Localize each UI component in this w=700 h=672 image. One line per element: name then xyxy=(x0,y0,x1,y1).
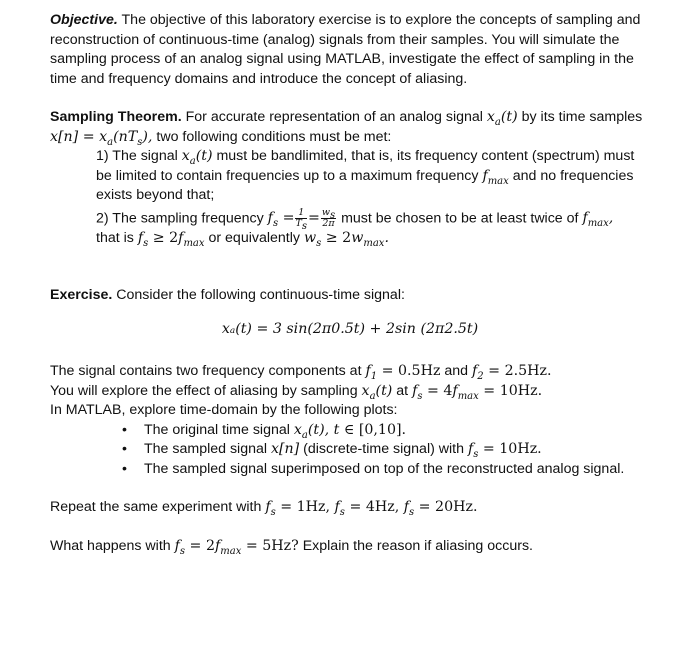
repeat-text: Repeat the same experiment with xyxy=(50,499,262,515)
list-item: • The sampled signal superimposed on top of the reconstructed analog signal. xyxy=(122,460,625,477)
exercise-p2 xyxy=(50,382,650,402)
cond2-text-c: that is xyxy=(96,229,134,246)
exercise-heading: Exercise. xyxy=(50,287,113,303)
cond2-text-b: must be chosen to be at least twice of xyxy=(341,210,579,226)
sampling-theorem-section xyxy=(50,108,650,248)
formula-fmax-2: $f_{max}$, xyxy=(582,210,614,229)
formula-ws-ineq: $w_s \ge 2w_{max}$. xyxy=(303,229,389,249)
condition-2 xyxy=(50,206,650,232)
formula-fs-2fmax: $f_s = 2f_{max} = 5Hz$? xyxy=(174,538,299,557)
cond2-text-d: or equivalently xyxy=(208,229,300,246)
objective-paragraph xyxy=(50,11,650,89)
exercise-intro xyxy=(50,286,650,306)
formula-xa-t-3: $x_a(t)$ xyxy=(361,382,393,402)
formula-fs-frac: $f_s$ = $\frac{1}{T_s}$ = $\frac{w_s}{2\pi}$ xyxy=(267,206,336,232)
bullet2-text-b: (discrete-time signal) with xyxy=(303,441,464,457)
objective-text: The objective of this laboratory exercise is to explore the concepts of sampling and reconstruction of continuous-time (analog) signals from their samples. You will simulate the sampling process of an analog signal using MATLAB, investigate the effect of sampling in the time and frequency domains and introduce the concept of aliasing. xyxy=(50,12,641,87)
cond1-text-c: and no frequencies exists beyond that; xyxy=(96,167,634,203)
cond1-text-a: 1) The signal xyxy=(96,148,178,164)
bullet1-text: The original time signal xyxy=(144,421,290,438)
formula-f1: $f_1 = 0.5Hz$ xyxy=(365,363,441,382)
sampling-intro-text-c: two following conditions must be met: xyxy=(156,128,392,145)
formula-fs-4fmax: $f_s = 4f_{max} = 10Hz$. xyxy=(412,382,543,402)
cond1-text-b: must be bandlimited, that is, its frequency content (spectrum) must be limited to contain frequencies up to a maximum frequency xyxy=(96,148,635,184)
formula-fs-ineq: $f_s \ge 2f_{max}$ xyxy=(137,229,205,249)
formula-xn: x[n] xyxy=(270,441,300,457)
formula-xa-t: $x_a(t)$ xyxy=(486,109,518,128)
list-item: • The sampled signal x[n] (discrete-time signal) with $f_s = 10Hz$. xyxy=(122,441,542,460)
formula-xa-range: $x_a(t)$, t ∈ [0,10]. xyxy=(293,421,407,441)
sampling-heading: Sampling Theorem. xyxy=(50,109,182,125)
formula-xn-def: $x[n] = x_a(nT_s)$, xyxy=(50,128,153,148)
signal-equation: xₐ(t) = 3 sin(2π0.5t) + 2sin (2π2.5t) xyxy=(221,320,479,337)
p2-text-b: at xyxy=(396,382,409,399)
objective-section xyxy=(50,11,650,89)
exercise-p1 xyxy=(50,362,650,382)
bullet3-text: The sampled signal superimposed on top of the reconstructed analog signal. xyxy=(144,460,625,477)
formula-fmax: $f_{max}$ xyxy=(482,167,509,187)
condition-2-cont xyxy=(50,229,650,249)
sampling-intro-text-a: For accurate representation of an analog signal xyxy=(185,109,483,125)
sampling-intro xyxy=(50,108,650,147)
repeat-paragraph xyxy=(50,498,650,518)
p2-text-a: You will explore the effect of aliasing by sampling xyxy=(50,382,358,399)
sampling-intro-text-b: by its time samples xyxy=(521,109,643,125)
repeat-section xyxy=(50,498,650,518)
question-text-a: What happens with xyxy=(50,538,171,554)
bullet2-text-a: The sampled signal xyxy=(144,441,268,457)
list-item: • The original time signal $x_a(t)$, t ∈ [0,10]. xyxy=(122,421,407,441)
question-section xyxy=(50,537,650,557)
formula-xa-t-2: $x_a(t)$ xyxy=(181,148,213,167)
plot-list xyxy=(50,421,650,480)
formula-f2: $f_2 = 2.5Hz$. xyxy=(472,363,552,382)
p1-text-a: The signal contains two frequency components at xyxy=(50,363,362,379)
p1-text-b: and xyxy=(444,363,469,379)
cond2-text-a: 2) The sampling frequency xyxy=(96,210,264,226)
formula-fs-10: $f_s = 10Hz$. xyxy=(467,441,542,460)
exercise-p3: In MATLAB, explore time-domain by the following plots: xyxy=(50,402,398,418)
formula-fs-list: $f_s = 1Hz$, $f_s = 4Hz$, $f_s = 20Hz$. xyxy=(265,499,478,518)
question-paragraph xyxy=(50,537,650,557)
question-text-b: Explain the reason if aliasing occurs. xyxy=(302,538,533,554)
exercise-section xyxy=(50,286,650,339)
objective-heading: Objective. xyxy=(50,12,118,28)
condition-1 xyxy=(50,147,650,206)
exercise-text: Consider the following continuous-time signal: xyxy=(116,287,405,303)
exercise-details xyxy=(50,362,650,479)
